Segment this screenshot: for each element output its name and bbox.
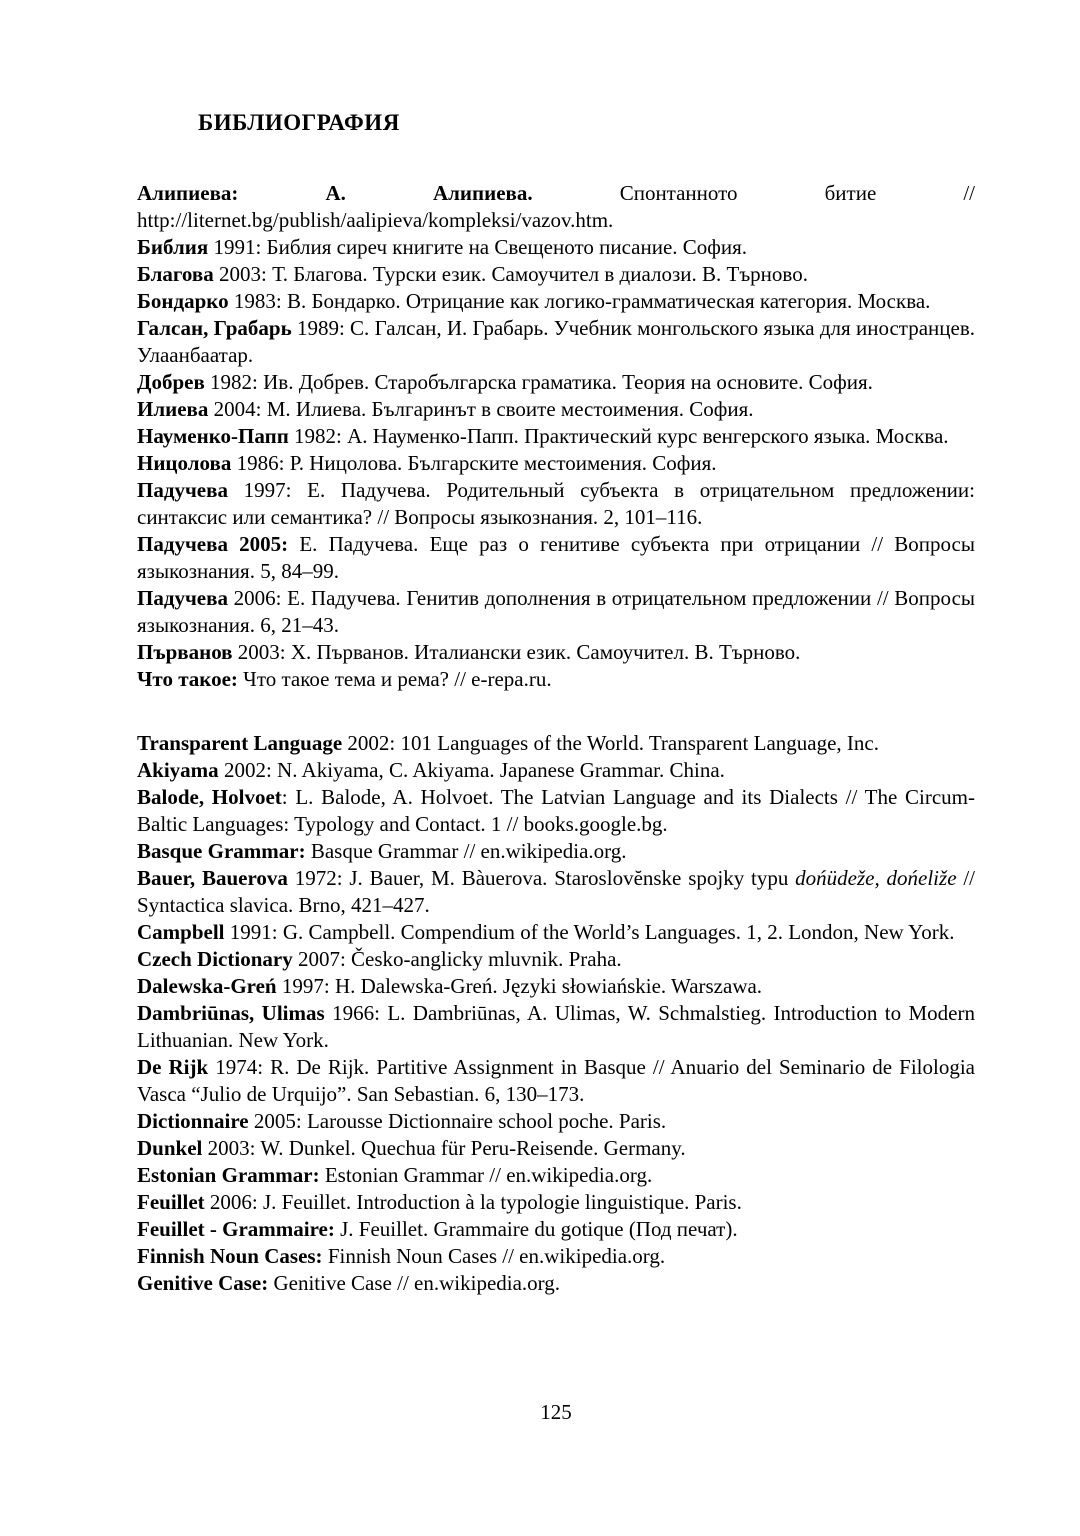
entry-lead: Dalewska-Greń — [137, 974, 277, 998]
bibliography-entry — [137, 784, 975, 838]
entry-text: 1972: J. Bauer, M. Bàuerova. Staroslovĕnske spojky typu — [287, 866, 796, 890]
bibliography-entry — [137, 1000, 975, 1054]
entry-text: 1983: В. Бондарко. Отрицание как логико-грамматическая категория. Москва. — [228, 289, 931, 313]
entry-text: Что такое тема и рема? // e-repa.ru. — [237, 667, 552, 691]
bibliography-entry — [137, 1162, 975, 1189]
entry-text: 1974: R. De Rijk. Partitive Assignment in Basque // Anuario del Seminario de Filologia Vasca “Julio de Urquijo”. San Sebastian. 6, 130–173. — [137, 1055, 975, 1106]
entry-text: Е. Падучева. Еще раз о генитиве субъекта при отрицании // Вопросы языкознания. 5, 84–99. — [137, 532, 975, 583]
entry-text: 1982: А. Науменко-Папп. Практический курс венгерского языка. Москва. — [288, 424, 949, 448]
entry-text: 1966: L. Dambriūnas, A. Ulimas, W. Schmalstieg. Introduction to Modern Lithuanian. New York. — [137, 1001, 975, 1052]
entry-lead: Что такое: — [137, 667, 238, 691]
entry-lead: Dunkel — [137, 1136, 203, 1160]
entry-lead: Genitive Case: — [137, 1271, 269, 1295]
entry-text: : L. Balode, A. Holvoet. The Latvian Language and its Dialects // The Circum-Baltic Languages: Typology and Contact. 1 // books.google.bg. — [137, 785, 975, 836]
bibliography-entry — [137, 288, 975, 315]
entry-lead: Бондарко — [137, 289, 229, 313]
bibliography-entry — [137, 757, 975, 784]
entry-lead: Илиева — [137, 397, 209, 421]
bibliography-entry — [137, 396, 975, 423]
entry-lead: Feuillet — [137, 1190, 205, 1214]
entry-text: J. Feuillet. Grammaire du gotique (Под печат). — [334, 1217, 738, 1241]
entry-lead: Падучева — [137, 478, 228, 502]
bibliography-entry — [137, 1108, 975, 1135]
bibliography-entry — [137, 973, 975, 1000]
entry-text: Basque Grammar // en.wikipedia.org. — [305, 839, 627, 863]
entry-lead: Akiyama — [137, 758, 219, 782]
bibliography-entry — [137, 865, 975, 919]
bibliography-entry — [137, 261, 975, 288]
entry-text: 2006: Е. Падучева. Генитив дополнения в отрицательном предложении // Вопросы языкознания. 6, 21–43. — [137, 586, 975, 637]
entry-lead: Dambriūnas, Ulimas — [137, 1001, 325, 1025]
entry-lead: Czech Dictionary — [137, 947, 293, 971]
entry-lead: Campbell — [137, 920, 225, 944]
entry-lead: Bauer, Bauerova — [137, 866, 288, 890]
bibliography-entry — [137, 1243, 975, 1270]
entry-text: 2002: N. Akiyama, C. Akiyama. Japanese Grammar. China. — [218, 758, 725, 782]
entry-text: 2003: W. Dunkel. Quechua für Peru-Reisende. Germany. — [202, 1136, 686, 1160]
entry-text: dońüdeže, dońeliže — [795, 866, 957, 890]
entry-text: 1982: Ив. Добрев. Старобългарска граматика. Теория на основите. София. — [204, 370, 873, 394]
entry-lead: Transparent Language — [137, 731, 343, 755]
bibliography-entry — [137, 639, 975, 666]
bibliography-section-latin — [137, 730, 975, 1297]
text-block — [137, 110, 975, 1297]
entry-text: Finnish Noun Cases // en.wikipedia.org. — [322, 1244, 666, 1268]
entry-text: 1991: G. Campbell. Compendium of the World’s Languages. 1, 2. London, New York. — [224, 920, 955, 944]
bibliography-entry — [137, 838, 975, 865]
entry-text: // Syntactica slavica. Brno, 421–427. — [137, 866, 975, 917]
entry-lead: Алипиева: А. Алипиева. — [137, 181, 533, 205]
bibliography-entry — [137, 946, 975, 973]
entry-text: 2003: Х. Първанов. Италиански език. Самоучител. В. Търново. — [232, 640, 801, 664]
bibliography-entry — [137, 1054, 975, 1108]
entry-text: Спонтанното битие // http://liternet.bg/publish/aalipieva/kompleksi/vazov.htm. — [137, 181, 975, 232]
bibliography-entry — [137, 585, 975, 639]
entry-lead: Dictionnaire — [137, 1109, 249, 1133]
entry-lead: Estonian Grammar: — [137, 1163, 320, 1187]
entry-lead: Добрев — [137, 370, 205, 394]
bibliography-entry — [137, 531, 975, 585]
bibliography-entry — [137, 730, 975, 757]
entry-lead: Падучева — [137, 586, 228, 610]
entry-text: 1989: С. Галсан, И. Грабарь. Учебник монгольского языка для иностранцев. Улаанбаатар. — [137, 316, 975, 367]
bibliography-entry — [137, 666, 975, 693]
entry-lead: Благова — [137, 262, 214, 286]
bibliography-entry — [137, 234, 975, 261]
entry-lead: Balode, Holvoet — [137, 785, 282, 809]
bibliography-entry — [137, 423, 975, 450]
entry-lead: Feuillet - Grammaire: — [137, 1217, 335, 1241]
entry-lead: Първанов — [137, 640, 233, 664]
entry-lead: Finnish Noun Cases: — [137, 1244, 323, 1268]
bibliography-entry — [137, 1270, 975, 1297]
bibliography-section-cyrillic — [137, 180, 975, 693]
entry-lead: De Rijk — [137, 1055, 209, 1079]
page-number: 125 — [540, 1400, 572, 1424]
entry-text: 2005: Larousse Dictionnaire school poche. Paris. — [248, 1109, 667, 1133]
entry-text: 1986: Р. Ницолова. Българските местоимения. София. — [231, 451, 717, 475]
bibliography-entry — [137, 180, 975, 234]
entry-lead: Науменко-Папп — [137, 424, 289, 448]
entry-text: 2007: Česko-anglicky mluvnik. Praha. — [292, 947, 622, 971]
bibliography-entry — [137, 1216, 975, 1243]
entry-text: Genitive Case // en.wikipedia.org. — [268, 1271, 561, 1295]
entry-text: 2006: J. Feuillet. Introduction à la typologie linguistique. Paris. — [204, 1190, 742, 1214]
entry-text: 1997: H. Dalewska-Greń. Języki słowiańskie. Warszawa. — [276, 974, 763, 998]
entry-lead: Библия — [137, 235, 209, 259]
bibliography-entry — [137, 919, 975, 946]
entry-text: 2003: Т. Благова. Турски език. Самоучител в диалози. В. Търново. — [213, 262, 808, 286]
entry-lead: Basque Grammar: — [137, 839, 306, 863]
entry-text: 1997: Е. Падучева. Родительный субъекта в отрицательном предложении: синтаксис или семантика? // Вопросы языкознания. 2, 101–116. — [137, 478, 975, 529]
entry-text: 2002: 101 Languages of the World. Transparent Language, Inc. — [342, 731, 879, 755]
entry-text: 1991: Библия сиреч книгите на Свещеното писание. София. — [208, 235, 748, 259]
bibliography-entry — [137, 315, 975, 369]
entry-text: 2004: М. Илиева. Българинът в своите местоимения. София. — [208, 397, 754, 421]
entry-lead: Ницолова — [137, 451, 232, 475]
bibliography-entry — [137, 369, 975, 396]
entry-lead: Падучева 2005: — [137, 532, 289, 556]
bibliography-entry — [137, 450, 975, 477]
bibliography-entry — [137, 477, 975, 531]
page-title: БИБЛИОГРАФИЯ — [198, 110, 400, 135]
entry-text: Estonian Grammar // en.wikipedia.org. — [319, 1163, 653, 1187]
bibliography-entry — [137, 1135, 975, 1162]
entry-lead: Галсан, Грабарь — [137, 316, 292, 340]
bibliography-entry — [137, 1189, 975, 1216]
